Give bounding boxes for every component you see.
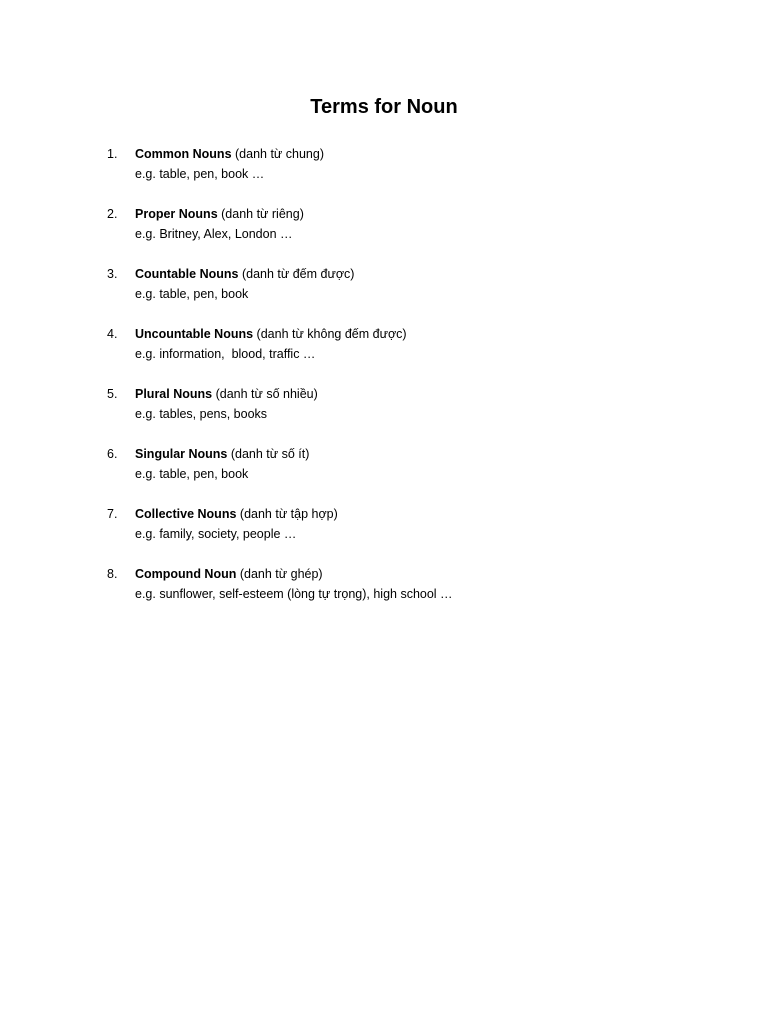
term-name: Compound Noun xyxy=(135,567,237,581)
term-name: Singular Nouns xyxy=(135,447,228,461)
page-title: Terms for Noun xyxy=(310,96,458,118)
term-heading xyxy=(135,324,407,344)
list-item xyxy=(107,204,707,264)
term-heading xyxy=(135,504,338,524)
term-example: e.g. sunflower, self-esteem (lòng tự trọng), high school … xyxy=(135,587,453,601)
term-name: Uncountable Nouns xyxy=(135,327,254,341)
term-translation: (danh từ tập hợp) xyxy=(239,507,338,521)
list-item xyxy=(107,384,707,444)
term-heading xyxy=(135,204,304,224)
term-heading xyxy=(135,444,309,464)
term-translation: (danh từ chung) xyxy=(235,147,324,161)
term-translation: (danh từ đếm được) xyxy=(241,267,355,281)
item-number: 4. xyxy=(107,327,118,341)
list-item xyxy=(107,504,707,564)
item-number: 3. xyxy=(107,267,118,281)
term-name: Common Nouns xyxy=(135,147,232,161)
list-item xyxy=(107,444,707,504)
item-number: 1. xyxy=(107,147,118,161)
term-heading xyxy=(135,564,323,584)
term-example: e.g. table, pen, book … xyxy=(135,167,265,181)
term-translation: (danh từ số ít) xyxy=(230,447,310,461)
list-item xyxy=(107,324,707,384)
term-example: e.g. table, pen, book xyxy=(135,287,249,301)
term-example: e.g. tables, pens, books xyxy=(135,407,268,421)
term-translation: (danh từ riêng) xyxy=(221,207,304,221)
term-name: Proper Nouns xyxy=(135,207,218,221)
item-number: 8. xyxy=(107,567,118,581)
item-number: 2. xyxy=(107,207,118,221)
term-example: e.g. information, blood, traffic … xyxy=(135,347,316,361)
item-number: 5. xyxy=(107,387,118,401)
item-number: 6. xyxy=(107,447,118,461)
term-name: Plural Nouns xyxy=(135,387,213,401)
term-translation: (danh từ không đếm được) xyxy=(256,327,407,341)
list-item xyxy=(107,144,707,204)
list-item xyxy=(107,264,707,324)
term-example: e.g. family, society, people … xyxy=(135,527,297,541)
term-heading xyxy=(135,264,354,284)
item-number: 7. xyxy=(107,507,118,521)
term-heading xyxy=(135,384,318,404)
list-item xyxy=(107,564,707,624)
term-translation: (danh từ ghép) xyxy=(239,567,323,581)
term-heading xyxy=(135,144,324,164)
term-example: e.g. table, pen, book xyxy=(135,467,249,481)
term-example: e.g. Britney, Alex, London … xyxy=(135,227,293,241)
term-name: Countable Nouns xyxy=(135,267,239,281)
term-name: Collective Nouns xyxy=(135,507,237,521)
term-translation: (danh từ số nhiều) xyxy=(215,387,318,401)
term-list xyxy=(107,144,707,624)
